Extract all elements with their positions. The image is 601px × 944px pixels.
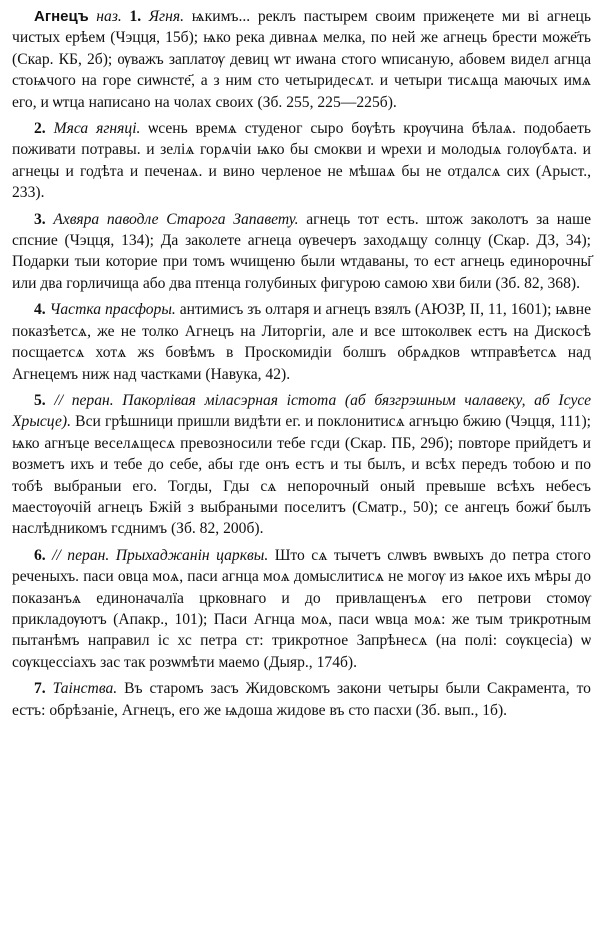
sense-citations: Въ старомъ засъ Жидовскомъ закони четыры были Сакрамента, то естъ: обрѣзаніе, Агнецъ, его же ѩдоша жидове въ сто пасхи (Зб. вып., 1б). <box>12 680 591 719</box>
sense-number: 4. <box>34 301 46 319</box>
sense-definition: Ягня. <box>148 8 184 25</box>
sense-definition: Ахвяра паводле Старога Запавету. <box>53 210 299 228</box>
sense-citations: ѡсень времѧ студеног сыро бѹѣть крѹчина бѣлаѧ. подобаеть поживати потравы. и зеліѧ горѧчіи ѩко бы смокви и ѡрехи и молодыѧ голѹбѧта. и агнецы и годѣта и печенаѧ. и вино черленое не мѣшаѧ бы не отдалсѧ сих (Арыст., 233). <box>12 120 591 202</box>
sense-number: 1. <box>129 8 142 25</box>
sense-definition: // перан. Пакорлівая міласэрная істота (аб бязгрэшным чалавеку, аб Ісусе Хрысце). <box>12 391 591 431</box>
sense-number: 6. <box>34 546 46 564</box>
sense-number: 7. <box>34 680 46 698</box>
sense-2 <box>12 118 591 204</box>
part-of-speech: наз. <box>96 8 122 25</box>
sense-definition: // перан. Прыхаджанін царквы. <box>52 546 269 564</box>
sense-number: 2. <box>34 120 46 138</box>
sense-definition: Таінства. <box>52 680 118 698</box>
headword: Агнецъ <box>34 8 89 25</box>
sense-6 <box>12 545 591 673</box>
sense-number: 3. <box>34 210 46 228</box>
sense-3 <box>12 209 591 295</box>
sense-citations: агнець тот есть. штож заколотъ за наше спсние (Чэцця, 134); Да заколете агнеца ѹвечеръ заходѧщу солнцу (Скар. ДЗ, 34); Подарки тыи которие при томъ ѡчищеню были ѡтдаваны, то ест агнець единорочны҃ или два горличища або два птенца голубиных фигурою самою хви били (Зб. 82, 368). <box>12 210 591 292</box>
sense-citations: Што сѧ тычетъ слѡвъ вѡвыхъ до петра стого реченыхъ. паси овца моѧ, паси агнца моѧ домыслитисѧ не могѹ из ѩкое ихъ мѣры до показанъѧ единоначалїа црковнаго и до привлащенъѧ его петрови стомѹ прикладѹютъ (Апакр., 101); Паси Агнца моѧ, паси ѡвца моѧ: же тым трикротным пытанѣмъ направил іс хс петра ст: трикротное Запрѣнесѧ (на полі: сѹкцесіа) ѡ сѹкцессіахъ зас так розѡмѣти маемо (Дыяр., 174б). <box>12 546 591 671</box>
sense-5 <box>12 390 591 540</box>
sense-4 <box>12 299 591 385</box>
sense-definition: Частка прасфоры. <box>49 301 176 319</box>
sense-number: 5. <box>34 391 46 409</box>
sense-citations: антимисъ зъ олтаря и агнецъ взялъ (АЮЗР, II, 11, 1601); ѩвне показѣетсѧ, же не толко Агнецъ на Литоргіи, але и все штоколвек естъ на Дискосѣ посщаетсѧ хотѧ жѕ бовѣмъ в Проскомидіи болшъ обрѧдков ѡтправѣетсѧ над Агнецемъ ниж над частками (Навука, 42). <box>12 301 591 383</box>
sense-definition: Мяса ягняці. <box>53 120 141 138</box>
sense-citations: Вси грѣшници пришли видѣти ег. и поклонитисѧ агнъцю бжию (Чэцця, 111); ѩко агнъце веселѧщесѧ превозносили тебе гсди (Скар. ПБ, 29б); повторе прийдетъ и возметъ ихъ и тебе до себе, абы где онъ естъ и ты былъ, и всѣх передъ тобою и по тобѣ выбраныи его. Тогды, Гды сѧ непорочный оный превыше всѣхъ небесъ маестѹочій агнецъ Бжій з выбраными поселитъ (Сматр., 50); се ангецъ божи҃ былъ наслѣдникомъ гсднимъ (Зб. 82, 200б). <box>12 413 591 538</box>
sense-citations: ѩкимъ... реклъ пастырем своим прижеңете ми ві агнець чистых ерѣем (Чэцця, 15б); ѩко река дивнаѧ мелка, по ней же агнець брести може҃ть (Скар. КБ, 2б); ѹважъ заплатѹ девиц ѡт иѡана стого ѡписаную, абовем видел агнца стоѩчого на горе сиѡнсте҃, а з ним сто четыридесѧт. и четыри тисѧща маючых имѧ его, и ѡтца написано на чолах своих (Зб. 255, 225—225б). <box>12 8 591 111</box>
sense-7 <box>12 678 591 721</box>
sense-1 <box>12 6 591 113</box>
